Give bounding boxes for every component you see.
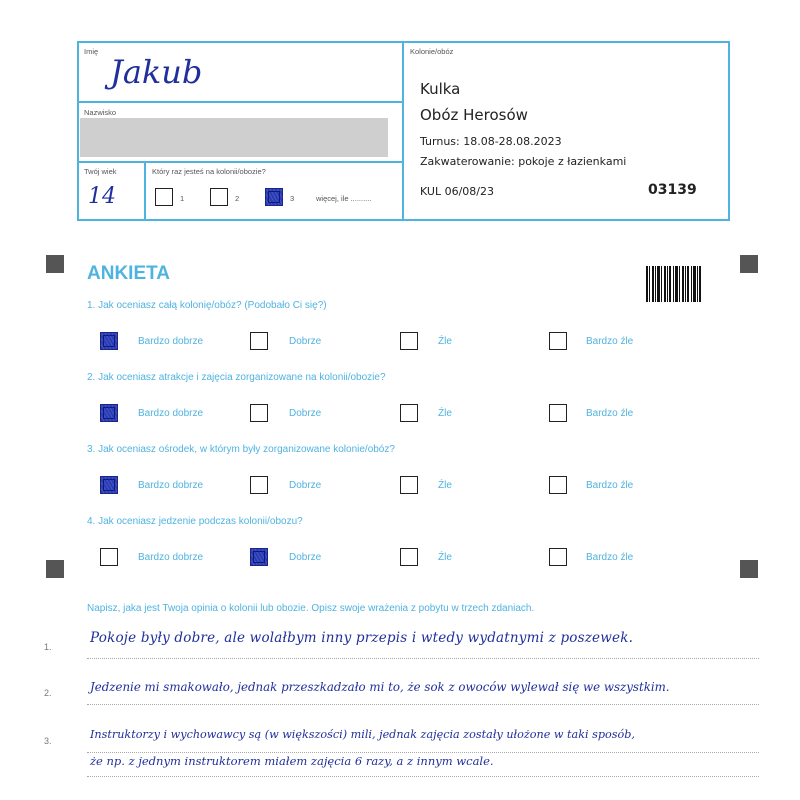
answer-number-1: 1. bbox=[44, 642, 52, 652]
age-value: 14 bbox=[88, 184, 116, 209]
answer-number-3: 3. bbox=[44, 736, 52, 746]
answer-text-3a: Instruktorzy i wychowawcy są (w większości) mili, jednak zajęcia zostały ułożone w taki sposób, bbox=[90, 728, 635, 741]
redacted-last-name bbox=[80, 118, 388, 157]
answer-line-1 bbox=[87, 658, 759, 659]
question-3-checkbox-4[interactable] bbox=[549, 476, 567, 494]
opinion-prompt: Napisz, jaka jest Twoja opinia o kolonii lub obozie. Opisz swoje wrażenia z pobytu w trzech zdaniach. bbox=[87, 603, 535, 614]
question-2-option-2-label: Dobrze bbox=[289, 408, 322, 419]
turnus-text: Turnus: 18.08-28.08.2023 bbox=[420, 135, 562, 148]
times-checkbox-2[interactable] bbox=[210, 188, 228, 206]
accommodation-text: Zakwaterowanie: pokoje z łazienkami bbox=[420, 155, 627, 168]
answer-line-3 bbox=[87, 752, 759, 753]
camp-code: KUL 06/08/23 bbox=[420, 185, 494, 198]
question-3-checkbox-3[interactable] bbox=[400, 476, 418, 494]
question-3-option-2-label: Dobrze bbox=[289, 480, 322, 491]
camp-name: Obóz Herosów bbox=[420, 106, 528, 124]
corner-marker-bl bbox=[46, 560, 64, 578]
camp-label: Kolonie/obóz bbox=[410, 47, 454, 56]
first-name-value: Jakub bbox=[110, 53, 203, 91]
times-option-2: 2 bbox=[235, 194, 240, 203]
answer-text-3b: że np. z jednym instruktorem miałem zajęcia 6 razy, a z innym wcale. bbox=[90, 754, 494, 768]
question-4-option-4-label: Bardzo źle bbox=[586, 552, 634, 563]
question-3-option-4-label: Bardzo źle bbox=[586, 480, 634, 491]
first-name-label: Imię bbox=[84, 47, 99, 56]
question-2-checkbox-3[interactable] bbox=[400, 404, 418, 422]
question-1-checkbox-3[interactable] bbox=[400, 332, 418, 350]
question-3-text: 3. Jak oceniasz ośrodek, w którym były zorganizowane kolonie/obóz? bbox=[87, 444, 395, 455]
corner-marker-br bbox=[740, 560, 758, 578]
times-at-camp-label: Który raz jesteś na kolonii/obozie? bbox=[152, 167, 266, 176]
question-1-option-4-label: Bardzo źle bbox=[586, 336, 634, 347]
form-number: 03139 bbox=[648, 182, 697, 198]
answer-text-1: Pokoje były dobre, ale wolałbym inny przepis i wtedy wydatnymi z poszewek. bbox=[90, 630, 634, 646]
question-4-checkbox-1[interactable] bbox=[100, 548, 118, 566]
times-option-3: 3 bbox=[290, 194, 295, 203]
question-4-option-3-label: Źle bbox=[438, 552, 452, 563]
answer-number-2: 2. bbox=[44, 688, 52, 698]
question-1-checkbox-1[interactable] bbox=[100, 332, 118, 350]
question-2-checkbox-2[interactable] bbox=[250, 404, 268, 422]
answer-text-2: Jedzenie mi smakowało, jednak przeszkadzało mi to, że sok z owoców wylewał się we wszystkim. bbox=[90, 680, 670, 694]
question-3-option-3-label: Źle bbox=[438, 480, 452, 491]
question-1-option-2-label: Dobrze bbox=[289, 336, 322, 347]
question-4-checkbox-3[interactable] bbox=[400, 548, 418, 566]
survey-title: ANKIETA bbox=[87, 263, 171, 284]
question-2-option-3-label: Źle bbox=[438, 408, 452, 419]
question-4-option-1-label: Bardzo dobrze bbox=[138, 552, 204, 563]
answer-line-2 bbox=[87, 704, 759, 705]
question-2-checkbox-4[interactable] bbox=[549, 404, 567, 422]
organizer-name: Kulka bbox=[420, 80, 461, 98]
question-4-option-2-label: Dobrze bbox=[289, 552, 322, 563]
times-option-1: 1 bbox=[180, 194, 185, 203]
question-1-checkbox-4[interactable] bbox=[549, 332, 567, 350]
corner-marker-tl bbox=[46, 255, 64, 273]
question-3-option-1-label: Bardzo dobrze bbox=[138, 480, 204, 491]
times-checkbox-1[interactable] bbox=[155, 188, 173, 206]
question-1-checkbox-2[interactable] bbox=[250, 332, 268, 350]
question-1-option-1-label: Bardzo dobrze bbox=[138, 336, 204, 347]
question-3-checkbox-1[interactable] bbox=[100, 476, 118, 494]
question-3-checkbox-2[interactable] bbox=[250, 476, 268, 494]
times-checkbox-3[interactable] bbox=[265, 188, 283, 206]
question-4-checkbox-4[interactable] bbox=[549, 548, 567, 566]
question-2-option-1-label: Bardzo dobrze bbox=[138, 408, 204, 419]
question-2-checkbox-1[interactable] bbox=[100, 404, 118, 422]
barcode bbox=[646, 266, 702, 302]
question-1-option-3-label: Źle bbox=[438, 336, 452, 347]
age-label: Twój wiek bbox=[84, 167, 117, 176]
question-2-option-4-label: Bardzo źle bbox=[586, 408, 634, 419]
last-name-label: Nazwisko bbox=[84, 108, 117, 117]
question-2-text: 2. Jak oceniasz atrakcje i zajęcia zorganizowane na kolonii/obozie? bbox=[87, 372, 386, 383]
corner-marker-tr bbox=[740, 255, 758, 273]
answer-line-4 bbox=[87, 776, 759, 777]
question-4-text: 4. Jak oceniasz jedzenie podczas kolonii/obozu? bbox=[87, 516, 303, 527]
question-1-text: 1. Jak oceniasz całą kolonię/obóz? (Podobało Ci się?) bbox=[87, 300, 327, 311]
question-4-checkbox-2[interactable] bbox=[250, 548, 268, 566]
more-times-label: więcej, ile .......... bbox=[316, 194, 372, 203]
